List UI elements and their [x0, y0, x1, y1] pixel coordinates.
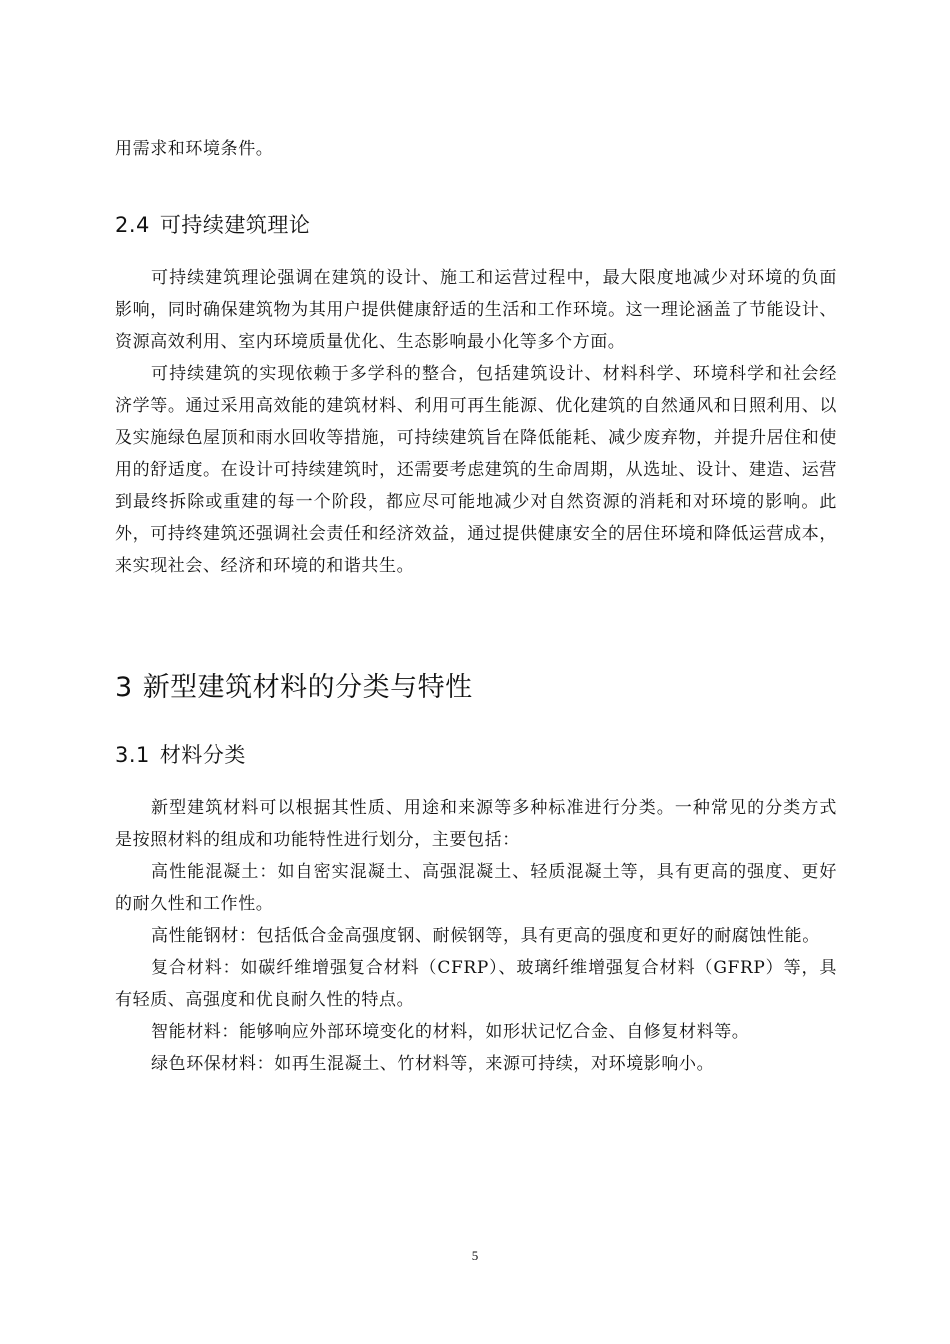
section-number: 2.4 — [115, 213, 150, 237]
paragraph: 可持续建筑理论强调在建筑的设计、施工和运营过程中，最大限度地减少对环境的负面影响，同时确保建筑物为其用户提供健康舒适的生活和工作环境。这一理论涵盖了节能设计、资源高效利用、室内环境质量优化、生态影响最小化等多个方面。 — [115, 268, 837, 352]
list-paragraph: 绿色环保材料：如再生混凝土、竹材料等，来源可持续，对环境影响小。 — [151, 1054, 715, 1074]
chapter-title: 新型建筑材料的分类与特性 — [142, 672, 473, 703]
continuation-paragraph: 用需求和环境条件。 — [115, 139, 274, 159]
paragraph: 新型建筑材料可以根据其性质、用途和来源等多种标准进行分类。一种常见的分类方式是按照材料的组成和功能特性进行划分，主要包括： — [115, 798, 837, 850]
section-3-1-heading — [115, 739, 246, 769]
section-2-4-body — [115, 262, 837, 582]
paragraph: 可持续建筑的实现依赖于多学科的整合，包括建筑设计、材料科学、环境科学和社会经济学等。通过采用高效能的建筑材料、利用可再生能源、优化建筑的自然通风和日照利用、以及实施绿色屋顶和雨水回收等措施，可持续建筑旨在降低能耗、减少废弃物，并提升居住和使用的舒适度。在设计可持续建筑时，还需要考虑建筑的生命周期，从选址、设计、建造、运营到最终拆除或重建的每一个阶段，都应尽可能地减少对自然资源的消耗和对环境的影响。此外，可持终建筑还强调社会责任和经济效益，通过提供健康安全的居住环境和降低运营成本，来实现社会、经济和环境的和谐共生。 — [115, 364, 837, 576]
page-number: 5 — [471, 1248, 479, 1263]
continuation-paragraph-block — [115, 133, 837, 165]
section-2-4-heading — [115, 209, 310, 239]
list-paragraph: 智能材料：能够响应外部环境变化的材料，如形状记忆合金、自修复材料等。 — [151, 1022, 750, 1042]
section-title: 可持续建筑理论 — [159, 213, 311, 237]
list-paragraph: 高性能混凝土：如自密实混凝土、高强混凝土、轻质混凝土等，具有更高的强度、更好的耐久性和工作性。 — [115, 862, 837, 914]
chapter-number: 3 — [115, 672, 133, 703]
list-paragraph: 复合材料：如碳纤维增强复合材料（CFRP）、玻璃纤维增强复合材料（GFRP）等，具有轻质、高强度和优良耐久性的特点。 — [115, 958, 837, 1010]
section-3-1-body — [115, 792, 837, 1080]
chapter-3-heading — [115, 665, 473, 704]
list-paragraph: 高性能钢材：包括低合金高强度钢、耐候钢等，具有更高的强度和更好的耐腐蚀性能。 — [151, 926, 820, 946]
section-number: 3.1 — [115, 743, 150, 767]
section-title: 材料分类 — [159, 743, 246, 767]
